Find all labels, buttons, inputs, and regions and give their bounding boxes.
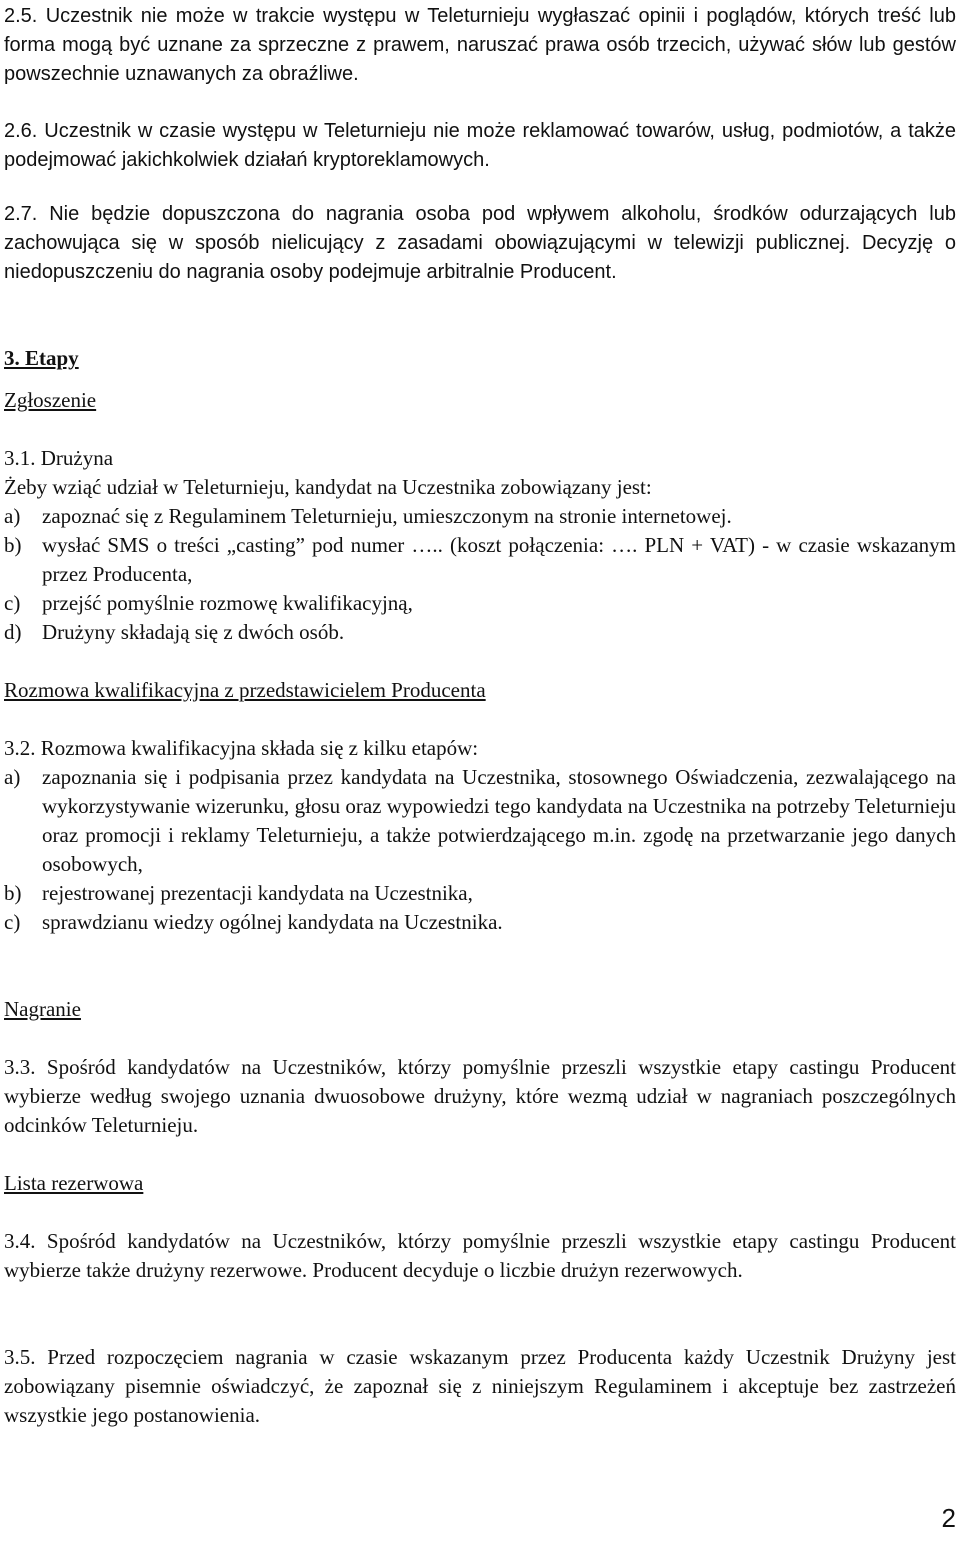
paragraph-3-3: 3.3. Spośród kandydatów na Uczestników, którzy pomyślnie przeszli wszystkie etapy castingu Producent wybierze według swojego uznania dwuosobowe drużyny, które wezmą udział w nagraniach poszczególnych odcinków Teleturnieju. (4, 1055, 956, 1137)
list-item-text: przejść pomyślnie rozmowę kwalifikacyjną, (42, 591, 413, 615)
paragraph-3-4: 3.4. Spośród kandydatów na Uczestników, którzy pomyślnie przeszli wszystkie etapy castingu Producent wybierze także drużyny rezerwowe. Producent decyduje o liczbie drużyn rezerwowych. (4, 1229, 956, 1282)
subheading-lista-rezerwowa: Lista rezerwowa (4, 1171, 144, 1195)
paragraph-3-1-intro: Żeby wziąć udział w Teleturnieju, kandydat na Uczestnika zobowiązany jest: (4, 475, 652, 499)
paragraph-2-5: 2.5. Uczestnik nie może w trakcie występu w Teleturnieju wygłaszać opinii i poglądów, których treść lub forma mogą być uznane za sprzeczne z prawem, naruszać prawa osób trzecich, używać słów lub gestów powszechnie uznawanych za obraźliwe. (4, 5, 956, 85)
list-item (4, 531, 956, 589)
list-item-label: b) (4, 533, 22, 557)
list-item-label: d) (4, 620, 22, 644)
subheading-zgloszenie: Zgłoszenie (4, 388, 97, 412)
list-item-text: wysłać SMS o treści „casting” pod numer ….. (koszt połączenia: …. PLN + VAT) - w czasie wskazanym przez Producenta, (42, 533, 956, 586)
list-item (4, 618, 956, 647)
list-item-text: rejestrowanej prezentacji kandydata na Uczestnika, (42, 881, 473, 905)
document-page (4, 0, 956, 1541)
paragraph-2-7: 2.7. Nie będzie dopuszczona do nagrania osoba pod wpływem alkoholu, środków odurzających lub zachowująca się w sposób nielicujący z zasadami obowiązującymi w telewizji publicznej. Decyzję o niedopuszczeniu do nagrania osoby podejmuje arbitralnie Producent. (4, 203, 956, 283)
list-item-text: sprawdzianu wiedzy ogólnej kandydata na Uczestnika. (42, 910, 503, 934)
subheading-nagranie: Nagranie (4, 997, 81, 1021)
list-3-2 (4, 763, 956, 937)
subheading-rozmowa: Rozmowa kwalifikacyjna z przedstawicielem Producenta (4, 678, 486, 702)
list-item (4, 908, 956, 937)
paragraph-3-5: 3.5. Przed rozpoczęciem nagrania w czasie wskazanym przez Producenta każdy Uczestnik Drużyny jest zobowiązany pisemnie oświadczyć, że zapoznał się z niniejszym Regulaminem i akceptuje bez zastrzeżeń wszystkie jego postanowienia. (4, 1345, 956, 1427)
list-item-text: Drużyny składają się z dwóch osób. (42, 620, 345, 644)
section-heading-etapy: 3. Etapy (4, 346, 79, 370)
list-item-label: b) (4, 881, 22, 905)
paragraph-3-2-intro: 3.2. Rozmowa kwalifikacyjna składa się z kilku etapów: (4, 736, 479, 760)
list-item-label: a) (4, 765, 21, 789)
list-3-1 (4, 502, 956, 647)
list-item (4, 502, 956, 531)
list-item-label: c) (4, 591, 21, 615)
paragraph-3-1-title: 3.1. Drużyna (4, 446, 114, 470)
list-item-label: a) (4, 504, 21, 528)
list-item (4, 589, 956, 618)
list-item (4, 879, 956, 908)
page-number: 2 (941, 1503, 956, 1533)
list-item (4, 763, 956, 879)
list-item-label: c) (4, 910, 21, 934)
paragraph-2-6: 2.6. Uczestnik w czasie występu w Teleturnieju nie może reklamować towarów, usług, podmiotów, a także podejmować jakichkolwiek działań kryptoreklamowych. (4, 120, 956, 171)
list-item-text: zapoznania się i podpisania przez kandydata na Uczestnika, stosownego Oświadczenia, zezwalającego na wykorzystywanie wizerunku, głosu oraz wypowiedzi tego kandydata na Uczestnika na potrzeby Teleturnieju oraz promocji i reklamy Teleturnieju, a także potwierdzającego m.in. zgodę na przetwarzanie jego danych osobowych, (42, 765, 956, 876)
list-item-text: zapoznać się z Regulaminem Teleturnieju, umieszczonym na stronie internetowej. (42, 504, 732, 528)
